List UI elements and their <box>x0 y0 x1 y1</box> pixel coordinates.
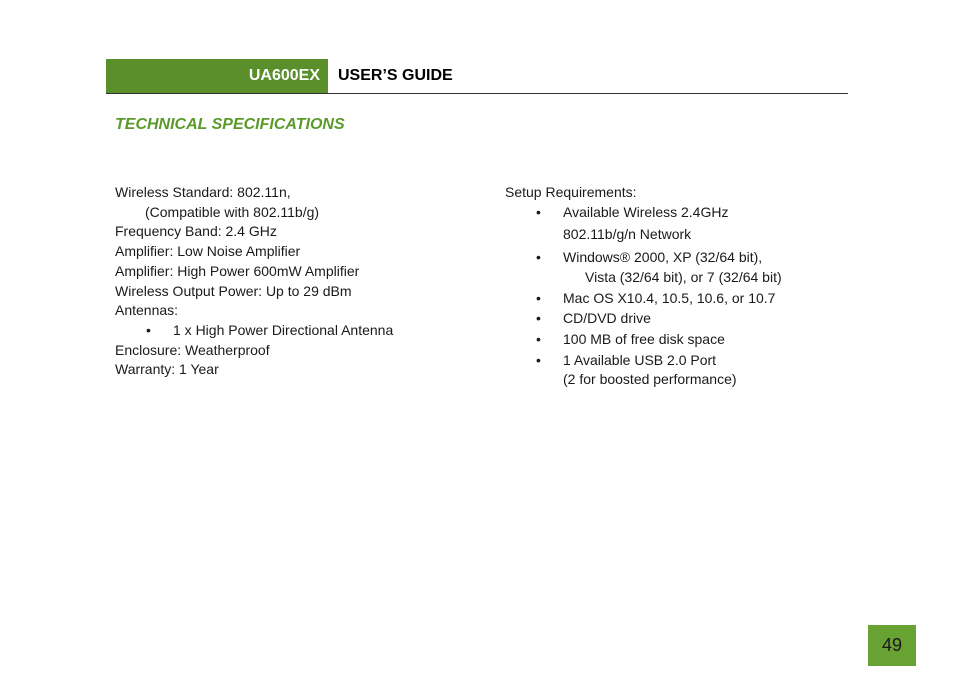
spec-frequency: Frequency Band: 2.4 GHz <box>115 223 277 240</box>
spec-amp-high: Amplifier: High Power 600mW Amplifier <box>115 262 360 279</box>
section-heading: TECHNICAL SPECIFICATIONS <box>115 116 345 133</box>
list-item-line: • 100 MB of free disk space <box>563 330 725 347</box>
header-title: USER’S GUIDE <box>338 67 453 84</box>
list-item-line: • Available Wireless 2.4GHz <box>563 203 729 220</box>
page-number-badge <box>868 625 916 666</box>
spec-compatible: (Compatible with 802.11b/g) <box>145 203 320 220</box>
list-item <box>505 289 835 309</box>
list-item-line: 802.11b/g/n Network <box>563 226 692 243</box>
spec-output-power: Wireless Output Power: Up to 29 dBm <box>115 282 352 299</box>
list-item <box>505 203 835 245</box>
spec-wireless-standard: Wireless Standard: 802.11n, <box>115 184 291 200</box>
page-number: 49 <box>881 635 903 655</box>
requirements-column <box>505 183 835 391</box>
antennas-list <box>115 321 485 341</box>
spec-amp-low: Amplifier: Low Noise Amplifier <box>115 243 301 260</box>
list-item: • 1 x High Power Directional Antenna <box>115 321 485 341</box>
list-item-line: Vista (32/64 bit), or 7 (32/64 bit) <box>585 268 782 285</box>
list-item-line: (2 for boosted performance) <box>563 371 737 388</box>
list-item <box>505 309 835 329</box>
specs-column <box>115 183 485 380</box>
list-item <box>505 248 835 287</box>
list-item-line: • 1 Available USB 2.0 Port <box>563 351 717 368</box>
setup-label: Setup Requirements: <box>505 184 637 200</box>
list-item-line: • CD/DVD drive <box>563 310 651 327</box>
list-item-line: • Windows® 2000, XP (32/64 bit), <box>563 249 763 266</box>
header-model-badge <box>106 59 328 93</box>
header-model: UA600EX <box>248 67 320 84</box>
spec-antennas-label: Antennas: <box>115 302 179 319</box>
list-item-line: • Mac OS X10.4, 10.5, 10.6, or 10.7 <box>563 289 776 306</box>
list-item <box>505 330 835 350</box>
header-divider <box>106 93 848 94</box>
spec-warranty: Warranty: 1 Year <box>115 361 219 378</box>
requirements-list <box>505 203 835 390</box>
list-item <box>505 351 835 390</box>
spec-enclosure: Enclosure: Weatherproof <box>115 341 270 358</box>
